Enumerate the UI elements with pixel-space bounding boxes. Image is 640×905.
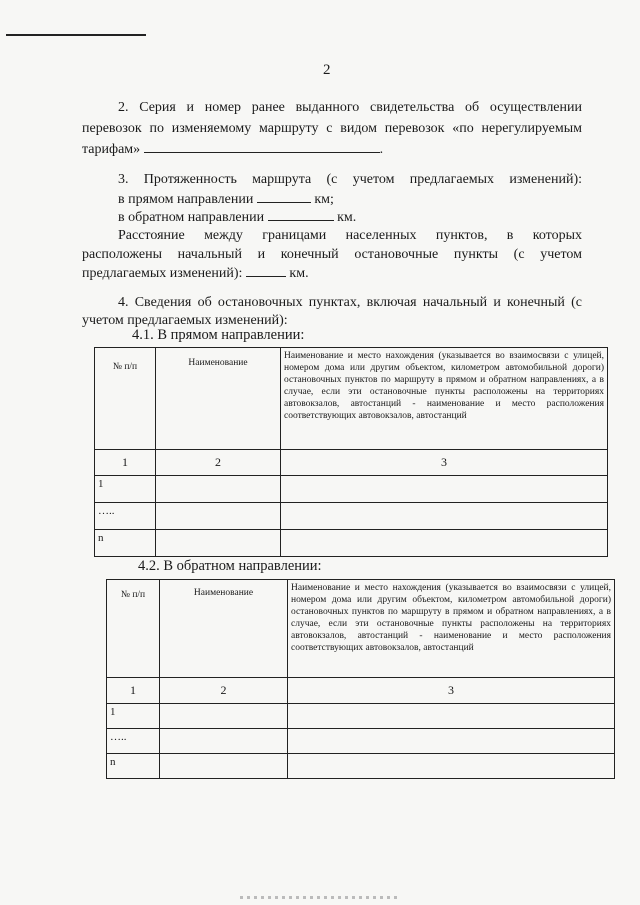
distance-line3-prefix: предлагаемых изменений):	[82, 266, 243, 281]
table-header-row	[95, 348, 608, 450]
row-name-cell[interactable]	[160, 754, 288, 779]
row-location-cell[interactable]	[281, 503, 608, 530]
section2-line2: перевозок по изменяемому маршруту с видом перевозок «по нерегулируемым	[82, 121, 582, 136]
column-number-row	[107, 678, 615, 704]
distance-line2: расположены начальный и конечный остановочные пункты (с учетом	[82, 247, 582, 262]
header-rule	[6, 34, 146, 36]
column-number-3: 3	[288, 678, 615, 704]
row-location-cell[interactable]	[288, 704, 615, 729]
table-row	[95, 476, 608, 503]
backward-length-unit: км.	[337, 210, 357, 225]
section3-title: 3. Протяженность маршрута (с учетом предлагаемых изменений):	[118, 172, 582, 187]
header-location: Наименование и место нахождения (указывается во взаимосвязи с улицей, номером дома или другим объектом, километром автомобильной дороги) остановочных пунктов по маршруту в прямом и обратном направлениях, а в случае, если эти остановочные пункты расположены на территориях автовокзалов, автостанций - наименование и место расположения соответствующих автовокзалов, автостанций	[281, 348, 608, 450]
certificate-number-field[interactable]	[144, 140, 380, 153]
backward-direction-heading: 4.2. В обратном направлении:	[138, 558, 322, 574]
forward-length-unit: км;	[314, 192, 334, 207]
distance-unit: км.	[289, 266, 309, 281]
header-name: Наименование	[160, 580, 288, 678]
section2-line3-suffix: .	[379, 142, 384, 157]
table-row	[95, 530, 608, 557]
section4-line2: учетом предлагаемых изменений):	[82, 313, 288, 328]
backward-length-field[interactable]	[268, 208, 334, 221]
header-name: Наименование	[156, 348, 281, 450]
forward-direction-heading: 4.1. В прямом направлении:	[132, 327, 305, 343]
distance-field[interactable]	[246, 264, 286, 277]
row-number: …..	[95, 503, 156, 530]
forward-length-line	[118, 190, 334, 209]
header-number: № п/п	[95, 348, 156, 450]
section2-line3	[82, 140, 383, 159]
distance-line3	[82, 264, 309, 283]
column-number-row	[95, 450, 608, 476]
column-number-2: 2	[156, 450, 281, 476]
section2-line1: 2. Серия и номер ранее выданного свидетельства об осуществлении	[118, 100, 582, 115]
row-name-cell[interactable]	[156, 476, 281, 503]
row-number: …..	[107, 729, 160, 754]
row-number: 1	[107, 704, 160, 729]
distance-line1: Расстояние между границами населенных пунктов, в которых	[118, 228, 582, 243]
row-name-cell[interactable]	[160, 704, 288, 729]
column-number-1: 1	[107, 678, 160, 704]
table-header-row	[107, 580, 615, 678]
row-location-cell[interactable]	[288, 729, 615, 754]
section2-line3-prefix: тарифам»	[82, 142, 141, 157]
table-row	[107, 729, 615, 754]
table-row	[107, 754, 615, 779]
backward-length-label: в обратном направлении	[118, 210, 265, 225]
row-number: n	[95, 530, 156, 557]
row-location-cell[interactable]	[281, 530, 608, 557]
row-location-cell[interactable]	[288, 754, 615, 779]
footer-scan-artifact	[240, 896, 400, 899]
header-number: № п/п	[107, 580, 160, 678]
page-number: 2	[323, 62, 331, 78]
backward-length-line	[118, 208, 356, 227]
row-number: n	[107, 754, 160, 779]
forward-stops-table	[94, 347, 608, 557]
row-location-cell[interactable]	[281, 476, 608, 503]
section4-line1: 4. Сведения об остановочных пунктах, включая начальный и конечный (с	[118, 295, 582, 310]
row-name-cell[interactable]	[156, 530, 281, 557]
header-location: Наименование и место нахождения (указывается во взаимосвязи с улицей, номером дома или другим объектом, километром автомобильной дороги) остановочных пунктов по маршруту в прямом и обратном направлениях, а в случае, если эти остановочные пункты расположены на территориях автовокзалов, автостанций - наименование и место расположения соответствующих автовокзалов, автостанций	[288, 580, 615, 678]
table-row	[95, 503, 608, 530]
column-number-2: 2	[160, 678, 288, 704]
backward-stops-table	[106, 579, 615, 779]
forward-length-label: в прямом направлении	[118, 192, 254, 207]
table-row	[107, 704, 615, 729]
row-name-cell[interactable]	[156, 503, 281, 530]
column-number-3: 3	[281, 450, 608, 476]
row-number: 1	[95, 476, 156, 503]
row-name-cell[interactable]	[160, 729, 288, 754]
column-number-1: 1	[95, 450, 156, 476]
forward-length-field[interactable]	[257, 190, 311, 203]
